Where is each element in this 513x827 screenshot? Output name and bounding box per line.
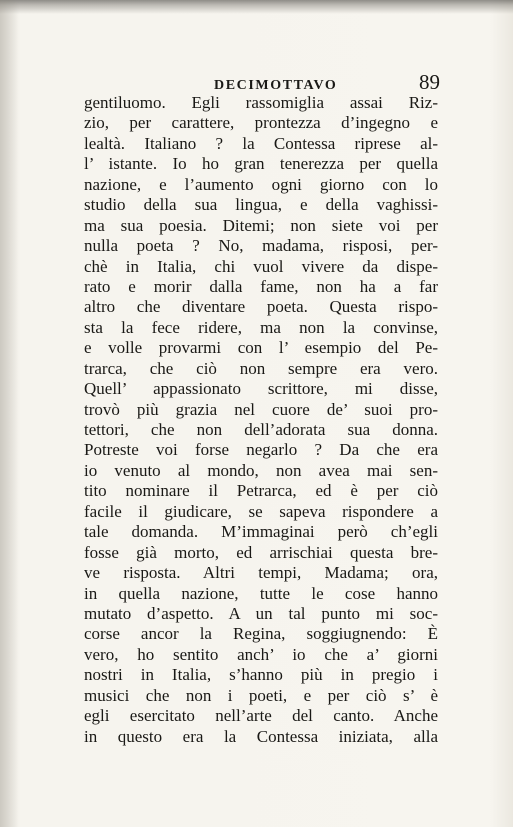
text-line: trovò più grazia nel cuore de’ suoi pro-	[84, 399, 438, 419]
text-line: sta la fece ridere, ma non la convinse,	[84, 317, 438, 337]
text-line: tito nominare il Petrarca, ed è per ciò	[84, 481, 438, 501]
text-line: nazione, e l’aumento ogni giorno con lo	[84, 174, 438, 194]
text-line: zio, per carattere, prontezza d’ingegno e	[84, 113, 438, 133]
text-line: ve risposta. Altri tempi, Madama; ora,	[84, 563, 438, 583]
text-line: l’ istante. Io ho gran tenerezza per quella	[84, 154, 438, 174]
text-line: tettori, che non dell’adorata sua donna.	[84, 420, 438, 439]
text-line: ma sua poesia. Ditemi; non siete voi per	[84, 215, 438, 235]
text-line: lealtà. Italiano ? la Contessa riprese al-	[84, 133, 438, 153]
text-line: rato e morir dalla fame, non ha a far	[84, 276, 438, 296]
text-line: studio della sua lingua, e della vaghissi-	[84, 195, 438, 215]
text-line: fosse già morto, ed arrischiai questa bre-	[84, 542, 438, 562]
text-line: egli esercitato nell’arte del canto. Anche	[84, 706, 438, 726]
text-line: mutato d’aspetto. A un tal punto mi soc-	[84, 603, 438, 623]
text-line: trarca, che ciò non sempre era vero.	[84, 358, 438, 378]
text-line: gentiluomo. Egli rassomiglia assai Riz-	[84, 93, 438, 112]
text-line: Potreste voi forse negarlo ? Da che era	[84, 440, 438, 460]
text-line: tale domanda. M’immaginai però ch’egli	[84, 522, 438, 542]
text-line: io venuto al mondo, non avea mai sen-	[84, 460, 438, 480]
gutter-shadow	[0, 0, 20, 827]
page-number: 89	[419, 70, 440, 94]
text-line: chè in Italia, chi vuol vivere da dispe-	[84, 256, 438, 276]
text-line: vero, ho sentito anch’ io che a’ giorni	[84, 644, 438, 664]
text-line: corse ancor la Regina, soggiugnendo: È	[84, 624, 438, 644]
text-line: e volle provarmi con l’ esempio del Pe-	[84, 338, 438, 358]
running-head: DECIMOTTAVO	[214, 78, 338, 93]
text-line: nulla poeta ? No, madama, risposi, per-	[84, 236, 438, 256]
text-line: altro che diventare poeta. Questa rispo-	[84, 297, 438, 317]
text-line: in questo era la Contessa iniziata, alla	[84, 726, 438, 746]
body-text	[84, 93, 438, 747]
page-top-edge	[0, 0, 513, 14]
text-line: in quella nazione, tutte le cose hanno	[84, 583, 438, 603]
text-line: facile il giudicare, se sapeva rispondere a	[84, 501, 438, 521]
text-line: Quell’ appassionato scrittore, mi disse,	[84, 379, 438, 399]
text-line: nostri in Italia, s’hanno più in pregio i	[84, 665, 438, 685]
text-line: musici che non i poeti, e per ciò s’ è	[84, 685, 438, 705]
